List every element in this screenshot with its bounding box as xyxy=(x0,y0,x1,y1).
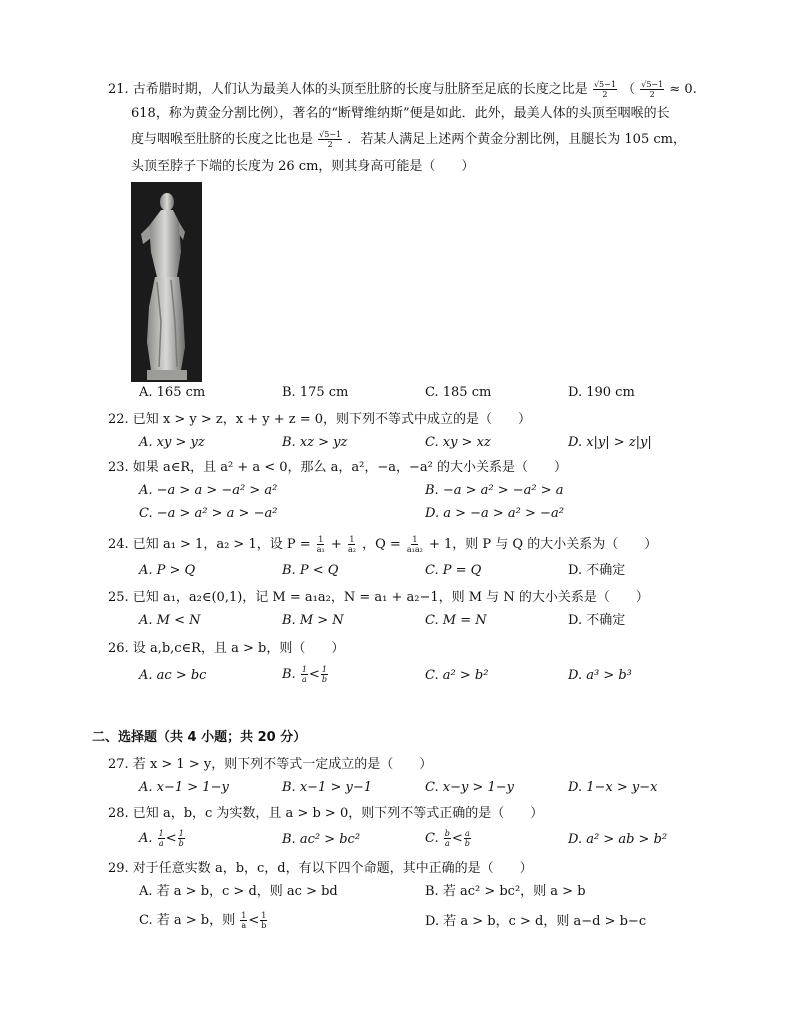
q24-option-a[interactable]: A. P > Q xyxy=(139,563,196,578)
q23-option-c[interactable]: C. −a > a² > a > −a² xyxy=(139,506,278,521)
q23-stem: 23. 如果 a∈R，且 a² + a < 0，那么 a，a²，−a，−a² 的大小关系是（ ） xyxy=(108,460,568,475)
q28-option-c[interactable]: C. $\frac{b}{a}$ < $\frac{a}{b}$ xyxy=(425,829,470,848)
q25-option-d[interactable]: D. 不确定 xyxy=(568,613,626,628)
p-fraction-2: $\frac{1}{\text{a₂}}$ xyxy=(347,535,356,554)
q26-option-a[interactable]: A. ac > bc xyxy=(139,668,207,683)
q28-option-d[interactable]: D. a² > ab > b² xyxy=(568,832,668,847)
q27-option-a[interactable]: A. x−1 > 1−y xyxy=(139,780,229,795)
q28-stem: 28. 已知 a，b，c 为实数，且 a > b > 0，则下列不等式正确的是（ ） xyxy=(108,806,544,821)
q21-line4: 头顶至脖子下端的长度为 26 cm，则其身高可能是（ ） xyxy=(131,159,475,174)
q21-line2: 618，称为黄金分割比例），著名的“断臂维纳斯”便是如此．此外，最美人体的头顶至咽喉的长 xyxy=(131,106,670,121)
section-2-heading: 二、选择题（共 4 小题；共 20 分） xyxy=(92,730,307,745)
q27-option-c[interactable]: C. x−y > 1−y xyxy=(425,780,514,795)
q21-line3: 度与咽喉至肚脐的长度之比也是 $\frac{√5-1}{2}$ ．若某人满足上述两个黄金分割比例，且腿长为 105 cm， xyxy=(131,130,686,149)
q28-option-b[interactable]: B. ac² > bc² xyxy=(282,832,361,847)
q27-stem: 27. 若 x > 1 > y，则下列不等式一定成立的是（ ） xyxy=(108,757,433,772)
q21-option-b[interactable]: B. 175 cm xyxy=(282,385,349,400)
q29-option-c[interactable]: C. 若 a > b，则 $\frac{1}{a}$ < $\frac{1}{b}$ xyxy=(139,911,267,930)
q23-option-d[interactable]: D. a > −a > a² > −a² xyxy=(425,506,564,521)
q21-option-d[interactable]: D. 190 cm xyxy=(568,385,635,400)
q25-option-a[interactable]: A. M < N xyxy=(139,613,201,628)
q26-stem: 26. 设 a,b,c∈R，且 a > b，则（ ） xyxy=(108,641,345,656)
q24-option-d[interactable]: D. 不确定 xyxy=(568,563,626,578)
q21-text-1a: 21. 古希腊时期，人们认为最美人体的头顶至肚脐的长度与肚脐至足底的长度之比是 xyxy=(108,82,588,97)
q21-option-a[interactable]: A. 165 cm xyxy=(139,385,206,400)
golden-ratio-fraction: $\frac{√5-1}{2}$ xyxy=(593,80,616,99)
q22-option-d[interactable]: D. x|y| > z|y| xyxy=(568,435,652,450)
golden-ratio-fraction-2: $\frac{√5-1}{2}$ xyxy=(641,80,664,99)
q24-option-b[interactable]: B. P < Q xyxy=(282,563,339,578)
q25-stem: 25. 已知 a₁，a₂∈(0,1)，记 M = a₁a₂，N = a₁ + a₂−1，则 M 与 N 的大小关系是（ ） xyxy=(108,590,649,605)
q29-stem: 29. 对于任意实数 a，b，c，d，有以下四个命题，其中正确的是（ ） xyxy=(108,861,533,876)
q-fraction: $\frac{1}{\text{a₁a₂}}$ xyxy=(406,535,423,554)
p-fraction-1: $\frac{1}{\text{a₁}}$ xyxy=(316,535,325,554)
q22-option-a[interactable]: A. xy > yz xyxy=(139,435,205,450)
q26-option-c[interactable]: C. a² > b² xyxy=(425,668,489,683)
q27-option-b[interactable]: B. x−1 > y−1 xyxy=(282,780,372,795)
q25-option-b[interactable]: B. M > N xyxy=(282,613,344,628)
golden-ratio-fraction-3: $\frac{√5-1}{2}$ xyxy=(319,130,342,149)
q23-option-b[interactable]: B. −a > a² > −a² > a xyxy=(425,483,564,498)
q28-option-a[interactable]: A. $\frac{1}{a}$ < $\frac{1}{b}$ xyxy=(139,829,184,848)
q21-option-c[interactable]: C. 185 cm xyxy=(425,385,492,400)
q22-option-c[interactable]: C. xy > xz xyxy=(425,435,491,450)
q22-stem: 22. 已知 x > y > z，x + y + z = 0，则下列不等式中成立的是（ ） xyxy=(108,412,532,427)
q22-option-b[interactable]: B. xz > yz xyxy=(282,435,348,450)
q26-option-d[interactable]: D. a³ > b³ xyxy=(568,668,632,683)
q29-option-d[interactable]: D. 若 a > b，c > d，则 a−d > b−c xyxy=(425,914,647,929)
q27-option-d[interactable]: D. 1−x > y−x xyxy=(568,780,658,795)
q24-stem: 24. 已知 a₁ > 1，a₂ > 1，设 P = $\frac{1}{\text{a₁}}$ + $\frac{1}{\text{a₂}}$ ，Q = $\frac{1}{\text{a₁a₂}}$ + 1，则 P 与 Q 的大小关系为（ ） xyxy=(108,535,658,554)
venus-de-milo-image xyxy=(131,182,202,382)
q29-option-b[interactable]: B. 若 ac² > bc²，则 a > b xyxy=(425,884,586,899)
q25-option-c[interactable]: C. M = N xyxy=(425,613,487,628)
q21-line1: 21. 古希腊时期，人们认为最美人体的头顶至肚脐的长度与肚脐至足底的长度之比是 $\frac{√5-1}{2}$ （ $\frac{√5-1}{2}$ ≈ 0. xyxy=(108,80,697,99)
q29-option-a[interactable]: A. 若 a > b，c > d，则 ac > bd xyxy=(139,884,338,899)
q26-option-b[interactable]: B. $\frac{1}{a}$ < $\frac{1}{b}$ xyxy=(282,665,327,684)
q24-option-c[interactable]: C. P = Q xyxy=(425,563,482,578)
q23-option-a[interactable]: A. −a > a > −a² > a² xyxy=(139,483,278,498)
